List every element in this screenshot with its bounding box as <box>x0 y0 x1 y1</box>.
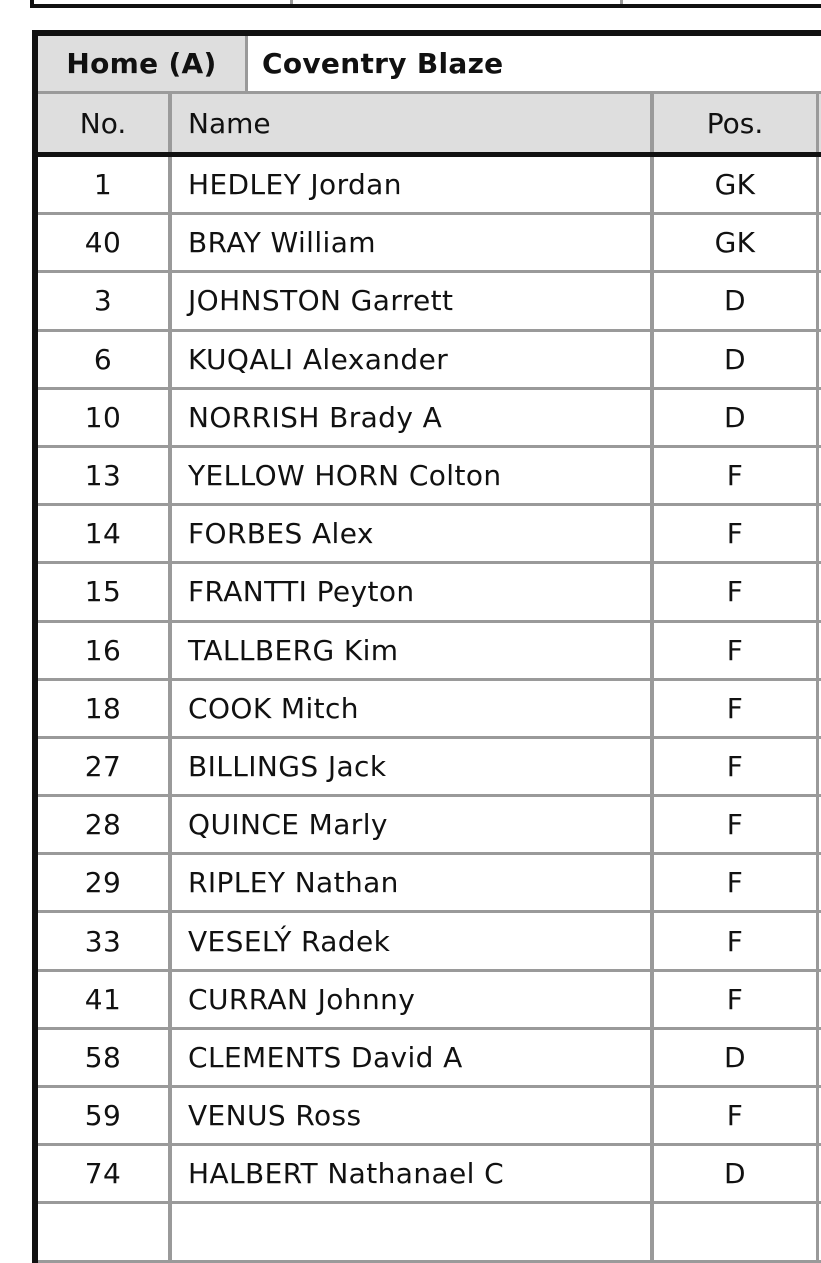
player-name: COOK Mitch <box>172 681 654 736</box>
player-name: HEDLEY Jordan <box>172 157 654 212</box>
player-position: F <box>654 913 819 968</box>
player-position: F <box>654 739 819 794</box>
player-number: 3 <box>38 273 172 328</box>
player-name: HALBERT Nathanael C <box>172 1146 654 1201</box>
player-name: YELLOW HORN Colton <box>172 448 654 503</box>
player-number: 16 <box>38 623 172 678</box>
player-position: F <box>654 972 819 1027</box>
header-name: Name <box>172 94 654 152</box>
player-name: VENUS Ross <box>172 1088 654 1143</box>
table-row <box>38 273 821 331</box>
player-position: GK <box>654 157 819 212</box>
player-name: KUQALI Alexander <box>172 332 654 387</box>
table-row <box>38 623 821 681</box>
player-name: QUINCE Marly <box>172 797 654 852</box>
player-number: 1 <box>38 157 172 212</box>
table-row <box>38 448 821 506</box>
player-position: GK <box>654 215 819 270</box>
player-name: RIPLEY Nathan <box>172 855 654 910</box>
player-name: BILLINGS Jack <box>172 739 654 794</box>
table-row <box>38 564 821 622</box>
column-divider <box>290 0 293 4</box>
player-position: F <box>654 623 819 678</box>
player-name: NORRISH Brady A <box>172 390 654 445</box>
player-number: 58 <box>38 1030 172 1085</box>
player-name: FRANTTI Peyton <box>172 564 654 619</box>
player-position: F <box>654 506 819 561</box>
player-number: 40 <box>38 215 172 270</box>
table-row <box>38 506 821 564</box>
player-name: CURRAN Johnny <box>172 972 654 1027</box>
player-number: 33 <box>38 913 172 968</box>
player-name: BRAY William <box>172 215 654 270</box>
player-number: 28 <box>38 797 172 852</box>
player-name: VESELÝ Radek <box>172 913 654 968</box>
player-position: F <box>654 1088 819 1143</box>
team-name: Coventry Blaze <box>248 36 821 91</box>
player-position: F <box>654 448 819 503</box>
player-position: F <box>654 855 819 910</box>
player-number <box>38 1204 172 1259</box>
table-row <box>38 797 821 855</box>
player-number: 74 <box>38 1146 172 1201</box>
player-number: 27 <box>38 739 172 794</box>
player-position: D <box>654 1030 819 1085</box>
table-row <box>38 332 821 390</box>
player-position: D <box>654 390 819 445</box>
player-position: D <box>654 273 819 328</box>
table-row <box>38 157 821 215</box>
player-number: 29 <box>38 855 172 910</box>
column-divider <box>620 0 623 4</box>
table-row <box>38 390 821 448</box>
header-position: Pos. <box>654 94 819 152</box>
player-position: D <box>654 332 819 387</box>
player-name: CLEMENTS David A <box>172 1030 654 1085</box>
player-number: 6 <box>38 332 172 387</box>
table-row <box>38 1030 821 1088</box>
table-row <box>38 855 821 913</box>
header-number: No. <box>38 94 172 152</box>
table-row <box>38 1146 821 1204</box>
team-header <box>38 36 821 94</box>
player-number: 41 <box>38 972 172 1027</box>
table-row <box>38 681 821 739</box>
table-row <box>38 1204 821 1262</box>
player-number: 15 <box>38 564 172 619</box>
player-number: 59 <box>38 1088 172 1143</box>
player-name: FORBES Alex <box>172 506 654 561</box>
player-position: F <box>654 797 819 852</box>
table-row <box>38 215 821 273</box>
player-position: D <box>654 1146 819 1201</box>
column-header-row <box>38 94 821 157</box>
player-number: 13 <box>38 448 172 503</box>
player-position: F <box>654 681 819 736</box>
player-position: F <box>654 564 819 619</box>
roster-table <box>32 30 821 1263</box>
previous-table-edge <box>30 0 821 8</box>
table-row <box>38 972 821 1030</box>
player-name: TALLBERG Kim <box>172 623 654 678</box>
team-side-label: Home (A) <box>38 36 248 91</box>
table-row <box>38 739 821 797</box>
player-rows <box>38 157 821 1263</box>
table-row <box>38 913 821 971</box>
player-number: 14 <box>38 506 172 561</box>
player-name: JOHNSTON Garrett <box>172 273 654 328</box>
player-position <box>654 1204 819 1259</box>
player-number: 18 <box>38 681 172 736</box>
player-number: 10 <box>38 390 172 445</box>
player-name <box>172 1204 654 1259</box>
table-row <box>38 1088 821 1146</box>
